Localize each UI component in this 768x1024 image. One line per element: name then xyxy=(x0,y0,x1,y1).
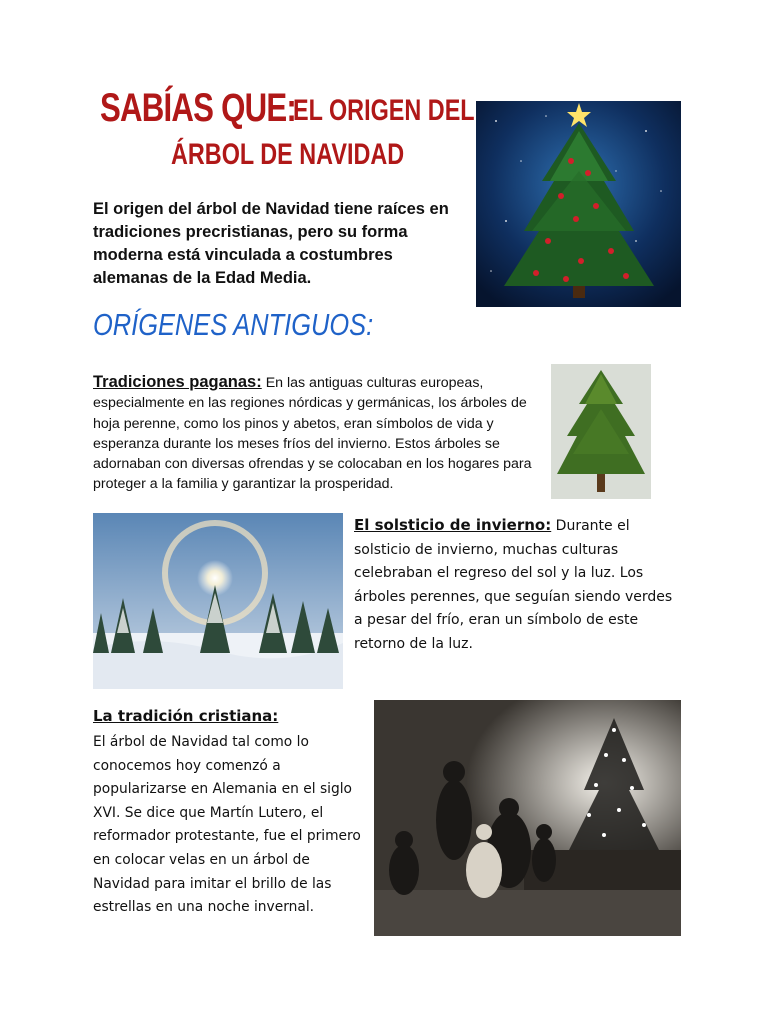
christian-tradition-lead: La tradición cristiana: xyxy=(93,707,279,725)
title-prefix: SABÍAS QUE: xyxy=(100,86,296,130)
pagan-traditions-paragraph xyxy=(93,372,533,495)
winter-solstice-paragraph xyxy=(354,514,684,657)
page-title-line2: ÁRBOL DE NAVIDAD xyxy=(171,138,405,171)
winter-solstice-snow-image xyxy=(93,513,343,689)
pagan-traditions-lead: Tradiciones paganas: xyxy=(93,373,262,391)
winter-solstice-lead: El solsticio de invierno: xyxy=(354,516,552,534)
starry-christmas-tree-image xyxy=(476,101,681,307)
christian-tradition-paragraph: El árbol de Navidad tal como lo conocemos hoy comenzó a popularizarse en Alemania en el siglo XVI. Se dice que Martín Lutero, el reformador protestante, fue el primero en colocar velas en un árbol de Navidad para imitar el brillo de las estrellas en una noche invernal. xyxy=(93,734,361,916)
intro-paragraph: El origen del árbol de Navidad tiene raíces en tradiciones precristianas, pero su forma moderna está vinculada a costumbres alemanas de la Edad Media. xyxy=(93,200,449,287)
luther-christmas-engraving-image xyxy=(374,700,681,936)
pine-tree-image xyxy=(551,364,651,499)
title-line1-rest: EL ORIGEN DEL xyxy=(293,94,475,127)
section-heading: ORÍGENES ANTIGUOS: xyxy=(93,307,374,342)
pagan-traditions-text: En las antiguas culturas europeas, especialmente en las regiones nórdicas y germánicas, los árboles de hoja perenne, como los pinos y abetos, eran símbolos de vida y esperanza durante los meses fríos del invierno. Estos árboles se adornaban con diversas ofrendas y se colocaban en los hogares para proteger a la familia y garantizar la prosperidad. xyxy=(93,375,532,493)
winter-solstice-text: Durante el solsticio de invierno, muchas culturas celebraban el regreso del sol y la luz. Los árboles perennes, que seguían siendo verdes a pesar del frío, eran un símbolo de este retorno de la luz. xyxy=(354,518,673,652)
